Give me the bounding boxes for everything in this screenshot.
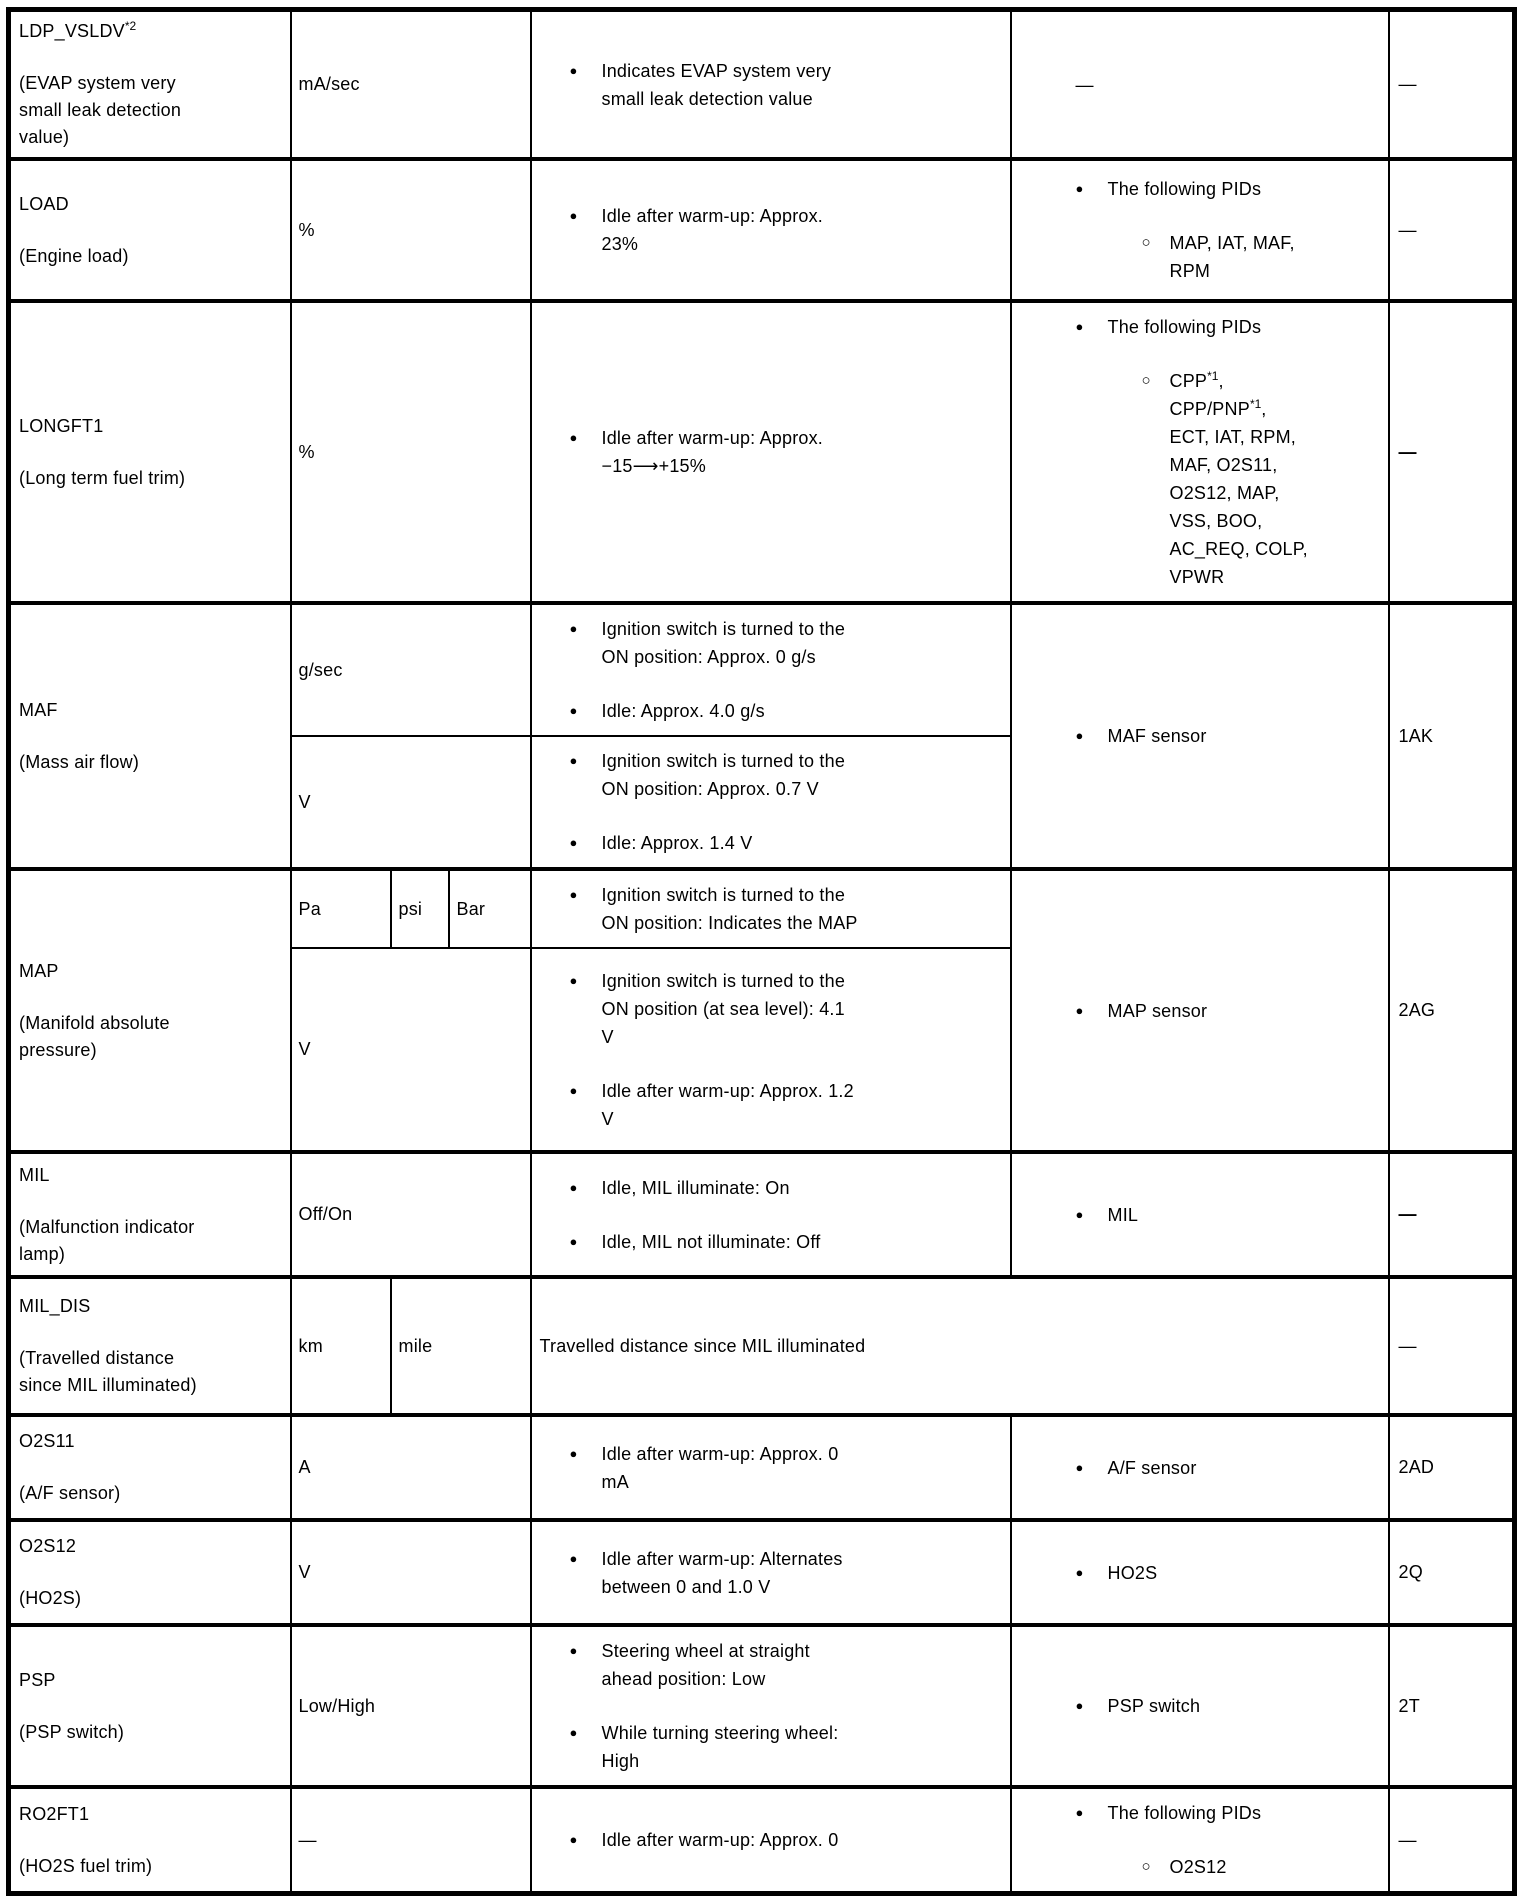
- unit-cell: Bar: [449, 869, 531, 948]
- related-cell: [1011, 1787, 1389, 1894]
- related-cell: [1011, 10, 1389, 160]
- table-row: [9, 301, 1515, 603]
- spec-cell: Travelled distance since MIL illuminated: [531, 1277, 1389, 1415]
- related-item: ● A/F sensor: [1076, 1454, 1386, 1482]
- spec-cell: [531, 603, 1011, 736]
- spec-cell: [531, 1787, 1011, 1894]
- pid-name: MIL: [19, 1164, 50, 1185]
- related-item: ● MIL: [1076, 1201, 1386, 1229]
- table-row: [9, 10, 1515, 160]
- pid-name-cell: [9, 1415, 291, 1520]
- spec-cell: [531, 10, 1011, 160]
- table-row: [9, 1625, 1515, 1787]
- bullet-icon: ●: [569, 1725, 578, 1740]
- related-cell: [1011, 1625, 1389, 1787]
- table-row: [9, 603, 1515, 736]
- terminal-cell: —: [1389, 1787, 1515, 1894]
- bullet-icon: ●: [1075, 1206, 1084, 1222]
- spec-item: ● Idle, MIL not illuminate: Off: [570, 1228, 1008, 1256]
- bullet-icon: ●: [569, 1643, 578, 1658]
- pid-description: (Travelled distance since MIL illuminated): [19, 1348, 197, 1395]
- spec-item: ● Ignition switch is turned to the ON position: Approx. 0.7 V: [570, 747, 1008, 803]
- terminal-cell: —: [1389, 1152, 1515, 1277]
- bullet-icon: ●: [569, 1179, 578, 1195]
- unit-cell: V: [291, 948, 531, 1152]
- spec-item: ● Ignition switch is turned to the ON position: Approx. 0 g/s: [570, 615, 1008, 671]
- pid-name: LONGFT1: [19, 415, 104, 436]
- pid-description: (Mass air flow): [19, 751, 140, 772]
- pid-name: O2S11: [19, 1431, 75, 1451]
- pid-description: (HO2S): [19, 1588, 82, 1608]
- unit-cell: g/sec: [291, 603, 531, 736]
- pid-name-text: LDP_VSLDV: [19, 21, 125, 41]
- table-row: [9, 1152, 1515, 1277]
- pid-name-cell: [9, 1625, 291, 1787]
- spec-cell: [531, 1625, 1011, 1787]
- pid-description: (PSP switch): [19, 1721, 125, 1742]
- sub-bullet-icon: ○: [1141, 1858, 1151, 1875]
- footnote-marker: *1: [1249, 397, 1262, 411]
- spec-item: ● Idle after warm-up: Alternates between 0 and 1.0 V: [570, 1545, 1008, 1601]
- unit-cell: %: [291, 159, 531, 301]
- spec-item: ● While turning steering wheel: High: [570, 1719, 1008, 1775]
- unit-cell: A: [291, 1415, 531, 1520]
- pid-name-cell: [9, 1152, 291, 1277]
- bullet-icon: ●: [569, 621, 578, 636]
- spec-item: ● Idle after warm-up: Approx. 0 mA: [570, 1440, 1008, 1496]
- terminal-cell: 1AK: [1389, 603, 1515, 869]
- footnote-marker: *2: [124, 19, 137, 33]
- unit-cell: %: [291, 301, 531, 603]
- spec-item: ● Idle: Approx. 1.4 V: [570, 829, 1008, 857]
- related-cell: [1011, 1152, 1389, 1277]
- pid-description: (A/F sensor): [19, 1483, 121, 1503]
- related-item: ● PSP switch: [1076, 1692, 1386, 1720]
- pid-name: MIL_DIS: [19, 1296, 91, 1316]
- spec-cell: [531, 159, 1011, 301]
- terminal-cell: 2AD: [1389, 1415, 1515, 1520]
- sub-bullet-icon: ○: [1141, 234, 1151, 251]
- unit-cell: V: [291, 736, 531, 869]
- terminal-cell: —: [1389, 301, 1515, 603]
- bullet-icon: ●: [569, 1832, 578, 1847]
- bullet-icon: ●: [1075, 1698, 1084, 1713]
- bullet-icon: ●: [569, 1233, 578, 1249]
- spec-item: ● Idle: Approx. 4.0 g/s: [570, 697, 1008, 725]
- footnote-marker: *1: [1207, 369, 1219, 383]
- pid-table: [6, 7, 1517, 1896]
- table-row: [9, 1520, 1515, 1625]
- pid-name-cell: [9, 1277, 291, 1415]
- table-row: [9, 159, 1515, 301]
- unit-cell: Pa: [291, 869, 391, 948]
- unit-cell: km: [291, 1277, 391, 1415]
- pid-name-cell: [9, 159, 291, 301]
- spec-item: ● Idle after warm-up: Approx. 23%: [570, 202, 1008, 258]
- pid-name: [19, 18, 286, 44]
- pid-name: O2S12: [19, 1536, 77, 1556]
- table-row: [9, 1277, 1515, 1415]
- terminal-cell: 2Q: [1389, 1520, 1515, 1625]
- spec-cell: [531, 736, 1011, 869]
- bullet-icon: ●: [1075, 1459, 1084, 1475]
- bullet-icon: ●: [569, 1082, 578, 1098]
- pid-name-cell: [9, 10, 291, 160]
- pid-name-cell: [9, 301, 291, 603]
- bullet-icon: ●: [569, 430, 578, 445]
- related-sub-item: ○ MAP, IAT, MAF, RPM: [1142, 229, 1295, 285]
- related-item: ● The following PIDs ○ O2S12: [1076, 1799, 1386, 1881]
- bullet-icon: ●: [1075, 319, 1084, 334]
- pid-description: (HO2S fuel trim): [19, 1855, 153, 1876]
- pid-name: MAF: [19, 699, 58, 720]
- pid-name: RO2FT1: [19, 1803, 90, 1824]
- spec-item: ● Idle after warm-up: Approx. 1.2 V: [570, 1077, 1008, 1133]
- unit-cell: mile: [391, 1277, 531, 1415]
- terminal-cell: —: [1389, 10, 1515, 160]
- spec-item: ● Ignition switch is turned to the ON position: Indicates the MAP: [570, 881, 1008, 937]
- terminal-cell: 2AG: [1389, 869, 1515, 1152]
- bullet-icon: ●: [1075, 1805, 1084, 1820]
- terminal-cell: —: [1389, 159, 1515, 301]
- related-sub-item: ○ O2S12: [1142, 1853, 1262, 1881]
- bullet-icon: ●: [1075, 181, 1084, 196]
- spec-item: ● Ignition switch is turned to the ON position (at sea level): 4.1 V: [570, 967, 1008, 1051]
- bullet-icon: ●: [569, 62, 578, 78]
- sub-bullet-icon: ○: [1141, 372, 1151, 389]
- bullet-icon: ●: [569, 887, 578, 902]
- pid-name-cell: [9, 603, 291, 869]
- spec-item: ● Indicates EVAP system very small leak detection value: [570, 57, 1008, 113]
- bullet-icon: ●: [569, 703, 578, 718]
- related-item: ● MAP sensor: [1076, 997, 1386, 1025]
- unit-cell: psi: [391, 869, 449, 948]
- spec-cell: [531, 948, 1011, 1152]
- bullet-icon: ●: [569, 835, 578, 850]
- unit-cell: —: [291, 1787, 531, 1894]
- pid-description: (EVAP system very small leak detection value): [19, 73, 182, 147]
- unit-cell: Low/High: [291, 1625, 531, 1787]
- bullet-icon: ●: [1075, 728, 1084, 743]
- related-cell: [1011, 1415, 1389, 1520]
- bullet-icon: ●: [569, 208, 578, 223]
- spec-cell: [531, 869, 1011, 948]
- unit-cell: mA/sec: [291, 10, 531, 160]
- pid-description: (Long term fuel trim): [19, 467, 186, 488]
- bullet-icon: ●: [569, 753, 578, 768]
- pid-name-cell: [9, 869, 291, 1152]
- bullet-icon: ●: [1075, 1564, 1084, 1580]
- related-item: ● HO2S: [1076, 1559, 1386, 1587]
- bullet-icon: ●: [1075, 1002, 1084, 1018]
- bullet-icon: ●: [569, 1445, 578, 1461]
- related-item: ● MAF sensor: [1076, 722, 1386, 750]
- pid-name-cell: [9, 1520, 291, 1625]
- related-cell: [1011, 159, 1389, 301]
- terminal-cell: —: [1389, 1277, 1515, 1415]
- spec-cell: [531, 1152, 1011, 1277]
- bullet-icon: ●: [569, 1550, 578, 1566]
- table-row: [9, 869, 1515, 948]
- pid-name: MAP: [19, 960, 59, 981]
- related-cell: [1011, 301, 1389, 603]
- spec-item: ● Idle after warm-up: Approx. 0: [570, 1826, 1008, 1854]
- pid-description: (Engine load): [19, 245, 129, 266]
- related-sub-item: ○ CPP$^{*1}$, CPP/PNP$^{*1}$, ECT, IAT, RPM, MAF, O2S11, O2S12, MAP, VSS, BOO, AC_REQ, COLP, VPWR: [1141, 369, 1308, 587]
- pid-description: (Manifold absolute pressure): [19, 1012, 170, 1060]
- unit-cell: Off/On: [291, 1152, 531, 1277]
- related-item: ● The following PIDs ○ MAP, IAT, MAF, RPM: [1076, 175, 1386, 285]
- pid-name-cell: [9, 1787, 291, 1894]
- dash: —: [1075, 74, 1094, 95]
- related-cell: [1011, 603, 1389, 869]
- spec-item: ● Idle after warm-up: Approx. −15⟶+15%: [570, 424, 1008, 480]
- terminal-cell: 2T: [1389, 1625, 1515, 1787]
- spec-item: ● Steering wheel at straight ahead position: Low: [570, 1637, 1008, 1693]
- pid-description: (Malfunction indicator lamp): [19, 1216, 195, 1264]
- unit-cell: V: [291, 1520, 531, 1625]
- bullet-icon: ●: [569, 972, 578, 988]
- related-item: ● The following PIDs ○ CPP$^{*1}$, CPP/PNP$^{*1}$, ECT, IAT, RPM, MAF, O2S11, O2S12, MAP, VSS, BOO, AC_REQ, COLP, VPWR: [1076, 313, 1386, 591]
- spec-cell: [531, 301, 1011, 603]
- table-row: [9, 1415, 1515, 1520]
- pid-name: LOAD: [19, 193, 69, 214]
- spec-cell: [531, 1415, 1011, 1520]
- spec-cell: [531, 1520, 1011, 1625]
- pid-name: PSP: [19, 1669, 56, 1690]
- related-cell: [1011, 869, 1389, 1152]
- table-row: [9, 1787, 1515, 1894]
- spec-item: ● Idle, MIL illuminate: On: [570, 1174, 1008, 1202]
- related-cell: [1011, 1520, 1389, 1625]
